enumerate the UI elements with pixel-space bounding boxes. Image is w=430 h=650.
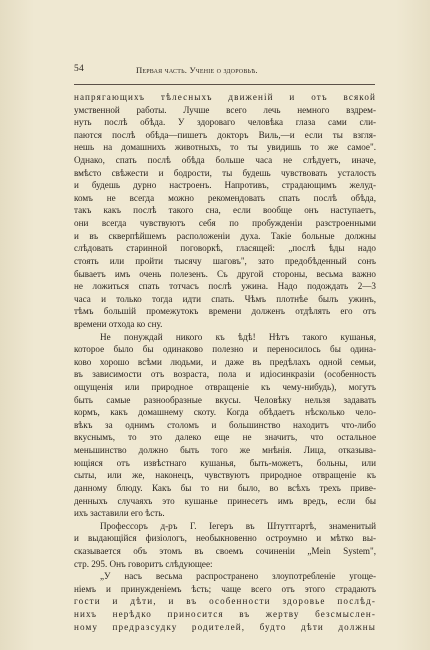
text-line: комъ не всегда можно рекомендовать спать послѣ обѣда, [74,192,376,203]
text-line: сыты, или же, наконецъ, чувствуютъ природное отвращеніе къ [74,470,376,481]
running-head [74,64,374,78]
text-line: ному предразсудку родителей, будто дѣти должны [74,621,376,632]
text-line: ющіяся отъ извѣстнаго кушанья, быть-можетъ, больны, или [74,457,376,468]
text-line: Профессоръ д-ръ Г. Іегеръ въ Штуттгартѣ, знаменитый [100,520,376,531]
text-line: они всегда чувствуютъ себя по пробужденіи разстроенными [74,218,376,229]
text-line: нихъ нерѣдко приносится въ жертву безсмыслен- [74,608,376,619]
text-line: денныхъ случаяхъ это кушанье принесетъ имъ вредъ, если бы [74,495,376,506]
text-line: ощущенія или природное отвращеніе къ чему-нибудь), могутъ [74,382,376,393]
text-line: часа и только тогда идти спать. Чѣмъ плотнѣе былъ ужинъ, [74,293,376,304]
text-line: вмѣсто свѣжести и бодрости, ты будешь чувствовать усталость [74,167,376,178]
text-line: Не понуждай никого къ ѣдѣ! Нѣтъ такого кушанья, [100,331,376,342]
text-line: вкуснымъ, то это далеко еще не значитъ, что остальное [74,432,376,443]
text-line: Однако, спать послѣ обѣда больше часа не слѣдуетъ, иначе, [74,155,376,166]
text-line: умственной работы. Лучше всего лечь немного вздрем- [74,104,376,115]
text-line: и будешь дурно настроенъ. Напротивъ, страдающимъ желуд- [74,180,376,191]
text-line: паются послѣ обѣда—пишетъ докторъ Виль,—и если ты взгля- [74,129,376,140]
text-line: данному блюду. Какъ бы то ни было, во всѣхъ трехъ приве- [74,482,376,493]
text-line: въ зависимости отъ возраста, пола и идіосинкразіи (особенность [74,369,376,380]
text-line: быть самые разнообразные вкусы. Человѣку нельзя задавать [74,394,376,405]
text-line: и въ скверпѣйшемъ расположеніи духа. Такіе больные должны [74,230,376,241]
text-line: ніемъ и принужденіемъ ѣсть; чаще всего отъ этого страдаютъ [74,583,376,594]
text-line: ково хорошо всѣми людьми, и даже въ предѣлахъ одной семьи, [74,356,376,367]
text-line: нешь на домашнихъ животныхъ, то ты увидишь то же самое". [74,142,376,153]
text-line: „У насъ весьма распространено злоупотребленіе угоще- [100,571,376,582]
text-line: меньшинство должно быть того же мнѣнія. Лица, отказыва- [74,445,376,456]
page-number: 54 [74,64,84,74]
text-line: нуть послѣ обѣда. У здороваго человѣка глаза сами сли- [74,117,376,128]
body-text [74,91,376,633]
text-line: бываетъ имъ очень полезенъ. Съ другой стороны, весьма важно [74,268,376,279]
text-line: слѣдовать старинной поговоркѣ, гласящей: „послѣ ѣды надо [74,243,376,254]
text-line: времени отхода ко сну. [74,318,163,329]
text-line: стр. 295. Онъ говоритъ слѣдующее: [74,558,213,569]
text-line: не ложиться спать тотчасъ послѣ ужина. Надо подождать 2—3 [74,281,376,292]
text-line: вѣкъ за однимъ столомъ и большинство находитъ что-либо [74,419,376,430]
header-rule [74,84,375,85]
text-line: напрягающихъ тѣлесныхъ движеній и отъ всякой [74,92,376,102]
text-line: тѣмъ большій промежутокъ времени долженъ отдѣлять его отъ [74,306,376,317]
text-line: ихъ заставили его ѣсть. [74,508,165,519]
text-line: и выдающійся физіологъ, необыкновенно остроумно и мѣтко вы- [74,533,376,544]
running-title: Первая часть. Ученіе о здоровьѣ. [136,65,258,75]
text-line: сказывается объ этомъ въ своемъ сочиненіи „Mein System", [74,545,376,556]
text-line: такъ какъ послѣ такого сна, если вообще онъ наступаетъ, [74,205,376,216]
text-line: которое было бы одинаково полезно и переносилось бы одина- [74,344,376,355]
text-line: стоять или пройти тысячу шаговъ", зато предобѣденный сонъ [74,255,376,266]
text-line: кормъ, какъ домашнему скоту. Когда обѣдаетъ нѣсколько чело- [74,407,376,418]
text-line: гости и дѣти, и въ особенности здоровье послѣд- [74,596,376,607]
